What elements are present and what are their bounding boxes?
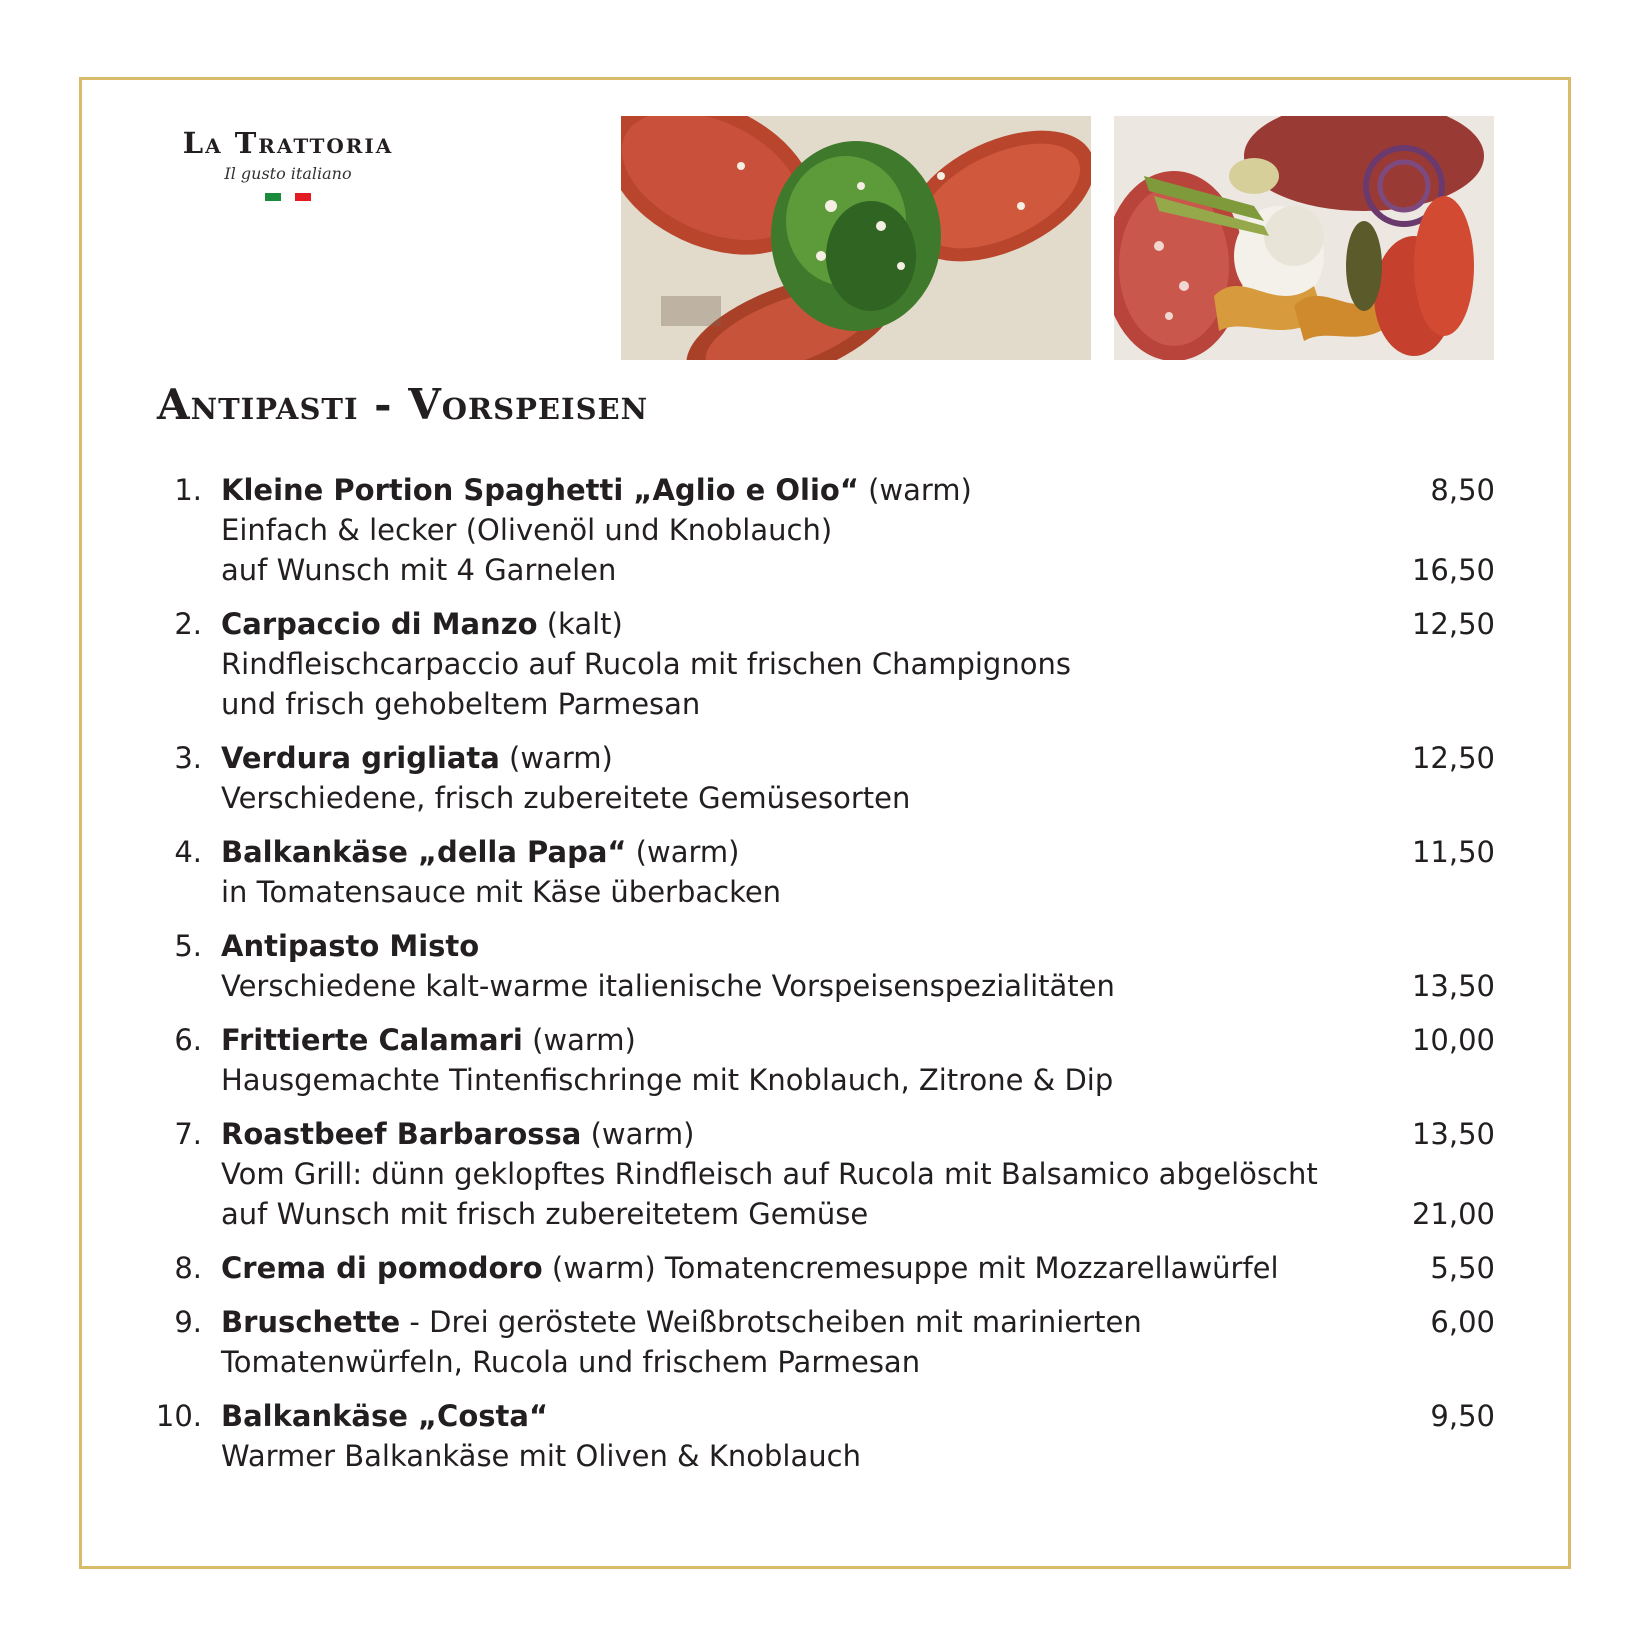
item-title [221, 738, 613, 778]
menu-item-title-line [150, 1114, 1495, 1154]
item-description-line [150, 778, 1495, 818]
item-number: 7. [174, 1117, 202, 1151]
dish-note: (warm) [522, 1023, 636, 1057]
item-number: 9. [174, 1305, 202, 1339]
item-description-line [150, 966, 1495, 1006]
item-description: auf Wunsch mit frisch zubereitetem Gemüse [221, 1197, 869, 1231]
item-title [221, 1020, 636, 1060]
dish-note: - Drei geröstete Weißbrotscheiben mit marinierten [400, 1305, 1142, 1339]
item-description-line [150, 644, 1495, 684]
dish-name: Frittierte Calamari [221, 1023, 523, 1057]
menu-item-title-line [150, 470, 1495, 510]
menu-item [150, 604, 1495, 724]
item-number: 10. [155, 1399, 202, 1433]
item-description-line [150, 1060, 1495, 1100]
bruschetta-photo [621, 116, 1091, 360]
item-description-line [150, 1342, 1495, 1382]
item-price: 6,00 [1430, 1305, 1495, 1339]
item-price: 13,50 [1411, 1117, 1495, 1151]
dish-name: Balkankäse „della Papa“ [221, 835, 627, 869]
menu-item [150, 470, 1495, 590]
item-description-line [150, 1194, 1495, 1234]
dish-name: Verdura grigliata [221, 741, 500, 775]
dish-name: Balkankäse „Costa“ [221, 1399, 549, 1433]
menu-item-title-line [150, 1302, 1495, 1342]
item-description: Verschiedene kalt-warme italienische Vorspeisenspezialitäten [221, 969, 1115, 1003]
dish-note: (kalt) [537, 607, 623, 641]
restaurant-logo [160, 126, 416, 201]
menu-list [150, 470, 1495, 1490]
menu-item [150, 1302, 1495, 1382]
menu-item-title-line [150, 604, 1495, 644]
dish-name: Roastbeef Barbarossa [221, 1117, 582, 1151]
dish-note: (warm) [626, 835, 740, 869]
menu-item [150, 1114, 1495, 1234]
dish-note: (warm) [581, 1117, 695, 1151]
menu-item-title-line [150, 738, 1495, 778]
item-description: Hausgemachte Tintenfischringe mit Knoblauch, Zitrone & Dip [221, 1063, 1114, 1097]
dish-name: Carpaccio di Manzo [221, 607, 538, 641]
item-title [221, 1302, 1142, 1342]
item-description-line [150, 550, 1495, 590]
item-price: 10,00 [1411, 1023, 1495, 1057]
dish-note: (warm) Tomatencremesuppe mit Mozzarellawürfel [542, 1251, 1279, 1285]
item-price: 12,50 [1411, 607, 1495, 641]
menu-item-title-line [150, 1248, 1495, 1288]
dish-name: Kleine Portion Spaghetti „Aglio e Olio“ [221, 473, 859, 507]
menu-item [150, 832, 1495, 912]
item-number: 5. [174, 929, 202, 963]
menu-item-title-line [150, 832, 1495, 872]
item-description: und frisch gehobeltem Parmesan [221, 687, 701, 721]
item-price: 13,50 [1411, 969, 1495, 1003]
italian-flag-icon [160, 193, 416, 201]
menu-item [150, 1248, 1495, 1288]
item-description-line [150, 684, 1495, 724]
item-description: Warmer Balkankäse mit Oliven & Knoblauch [221, 1439, 861, 1473]
item-number: 2. [174, 607, 202, 641]
logo-tagline: Il gusto italiano [224, 164, 352, 183]
item-number: 8. [174, 1251, 202, 1285]
item-description: Verschiedene, frisch zubereitete Gemüsesorten [221, 781, 911, 815]
item-title [221, 832, 739, 872]
item-title [221, 1248, 1279, 1288]
dish-name: Crema di pomodoro [221, 1251, 543, 1285]
item-description: Tomatenwürfeln, Rucola und frischem Parmesan [221, 1345, 921, 1379]
item-number: 4. [174, 835, 202, 869]
menu-item-title-line [150, 1020, 1495, 1060]
item-number: 6. [174, 1023, 202, 1057]
item-description-line [150, 510, 1495, 550]
item-price: 11,50 [1411, 835, 1495, 869]
item-title [221, 604, 623, 644]
logo-title: La Trattoria [182, 126, 394, 160]
item-number: 3. [174, 741, 202, 775]
antipasto-platter-photo [1114, 116, 1494, 360]
item-price: 5,50 [1430, 1251, 1495, 1285]
section-title: Antipasti - Vorspeisen [157, 380, 649, 429]
item-title [221, 470, 972, 510]
item-title [221, 1396, 548, 1436]
menu-item [150, 738, 1495, 818]
flag-green-bar [265, 193, 281, 201]
item-price: 8,50 [1430, 473, 1495, 507]
dish-note: (warm) [858, 473, 972, 507]
menu-item [150, 1396, 1495, 1476]
menu-item [150, 1020, 1495, 1100]
item-price: 12,50 [1411, 741, 1495, 775]
dish-note: (warm) [499, 741, 613, 775]
item-number: 1. [174, 473, 202, 507]
item-price: 9,50 [1430, 1399, 1495, 1433]
item-description: Rindfleischcarpaccio auf Rucola mit frischen Champignons [221, 647, 1071, 681]
item-description: auf Wunsch mit 4 Garnelen [221, 553, 617, 587]
dish-name: Bruschette [221, 1305, 401, 1339]
dish-name: Antipasto Misto [221, 929, 480, 963]
menu-item-title-line [150, 926, 1495, 966]
item-title [221, 1114, 694, 1154]
item-description: Vom Grill: dünn geklopftes Rindfleisch auf Rucola mit Balsamico abgelöscht [221, 1157, 1318, 1191]
menu-item [150, 926, 1495, 1006]
item-price: 21,00 [1411, 1197, 1495, 1231]
menu-item-title-line [150, 1396, 1495, 1436]
item-description-line [150, 872, 1495, 912]
flag-red-bar [295, 193, 311, 201]
item-description: Einfach & lecker (Olivenöl und Knoblauch) [221, 513, 833, 547]
item-description-line [150, 1154, 1495, 1194]
item-title [221, 926, 479, 966]
item-description-line [150, 1436, 1495, 1476]
item-description: in Tomatensauce mit Käse überbacken [221, 875, 782, 909]
item-price: 16,50 [1411, 553, 1495, 587]
